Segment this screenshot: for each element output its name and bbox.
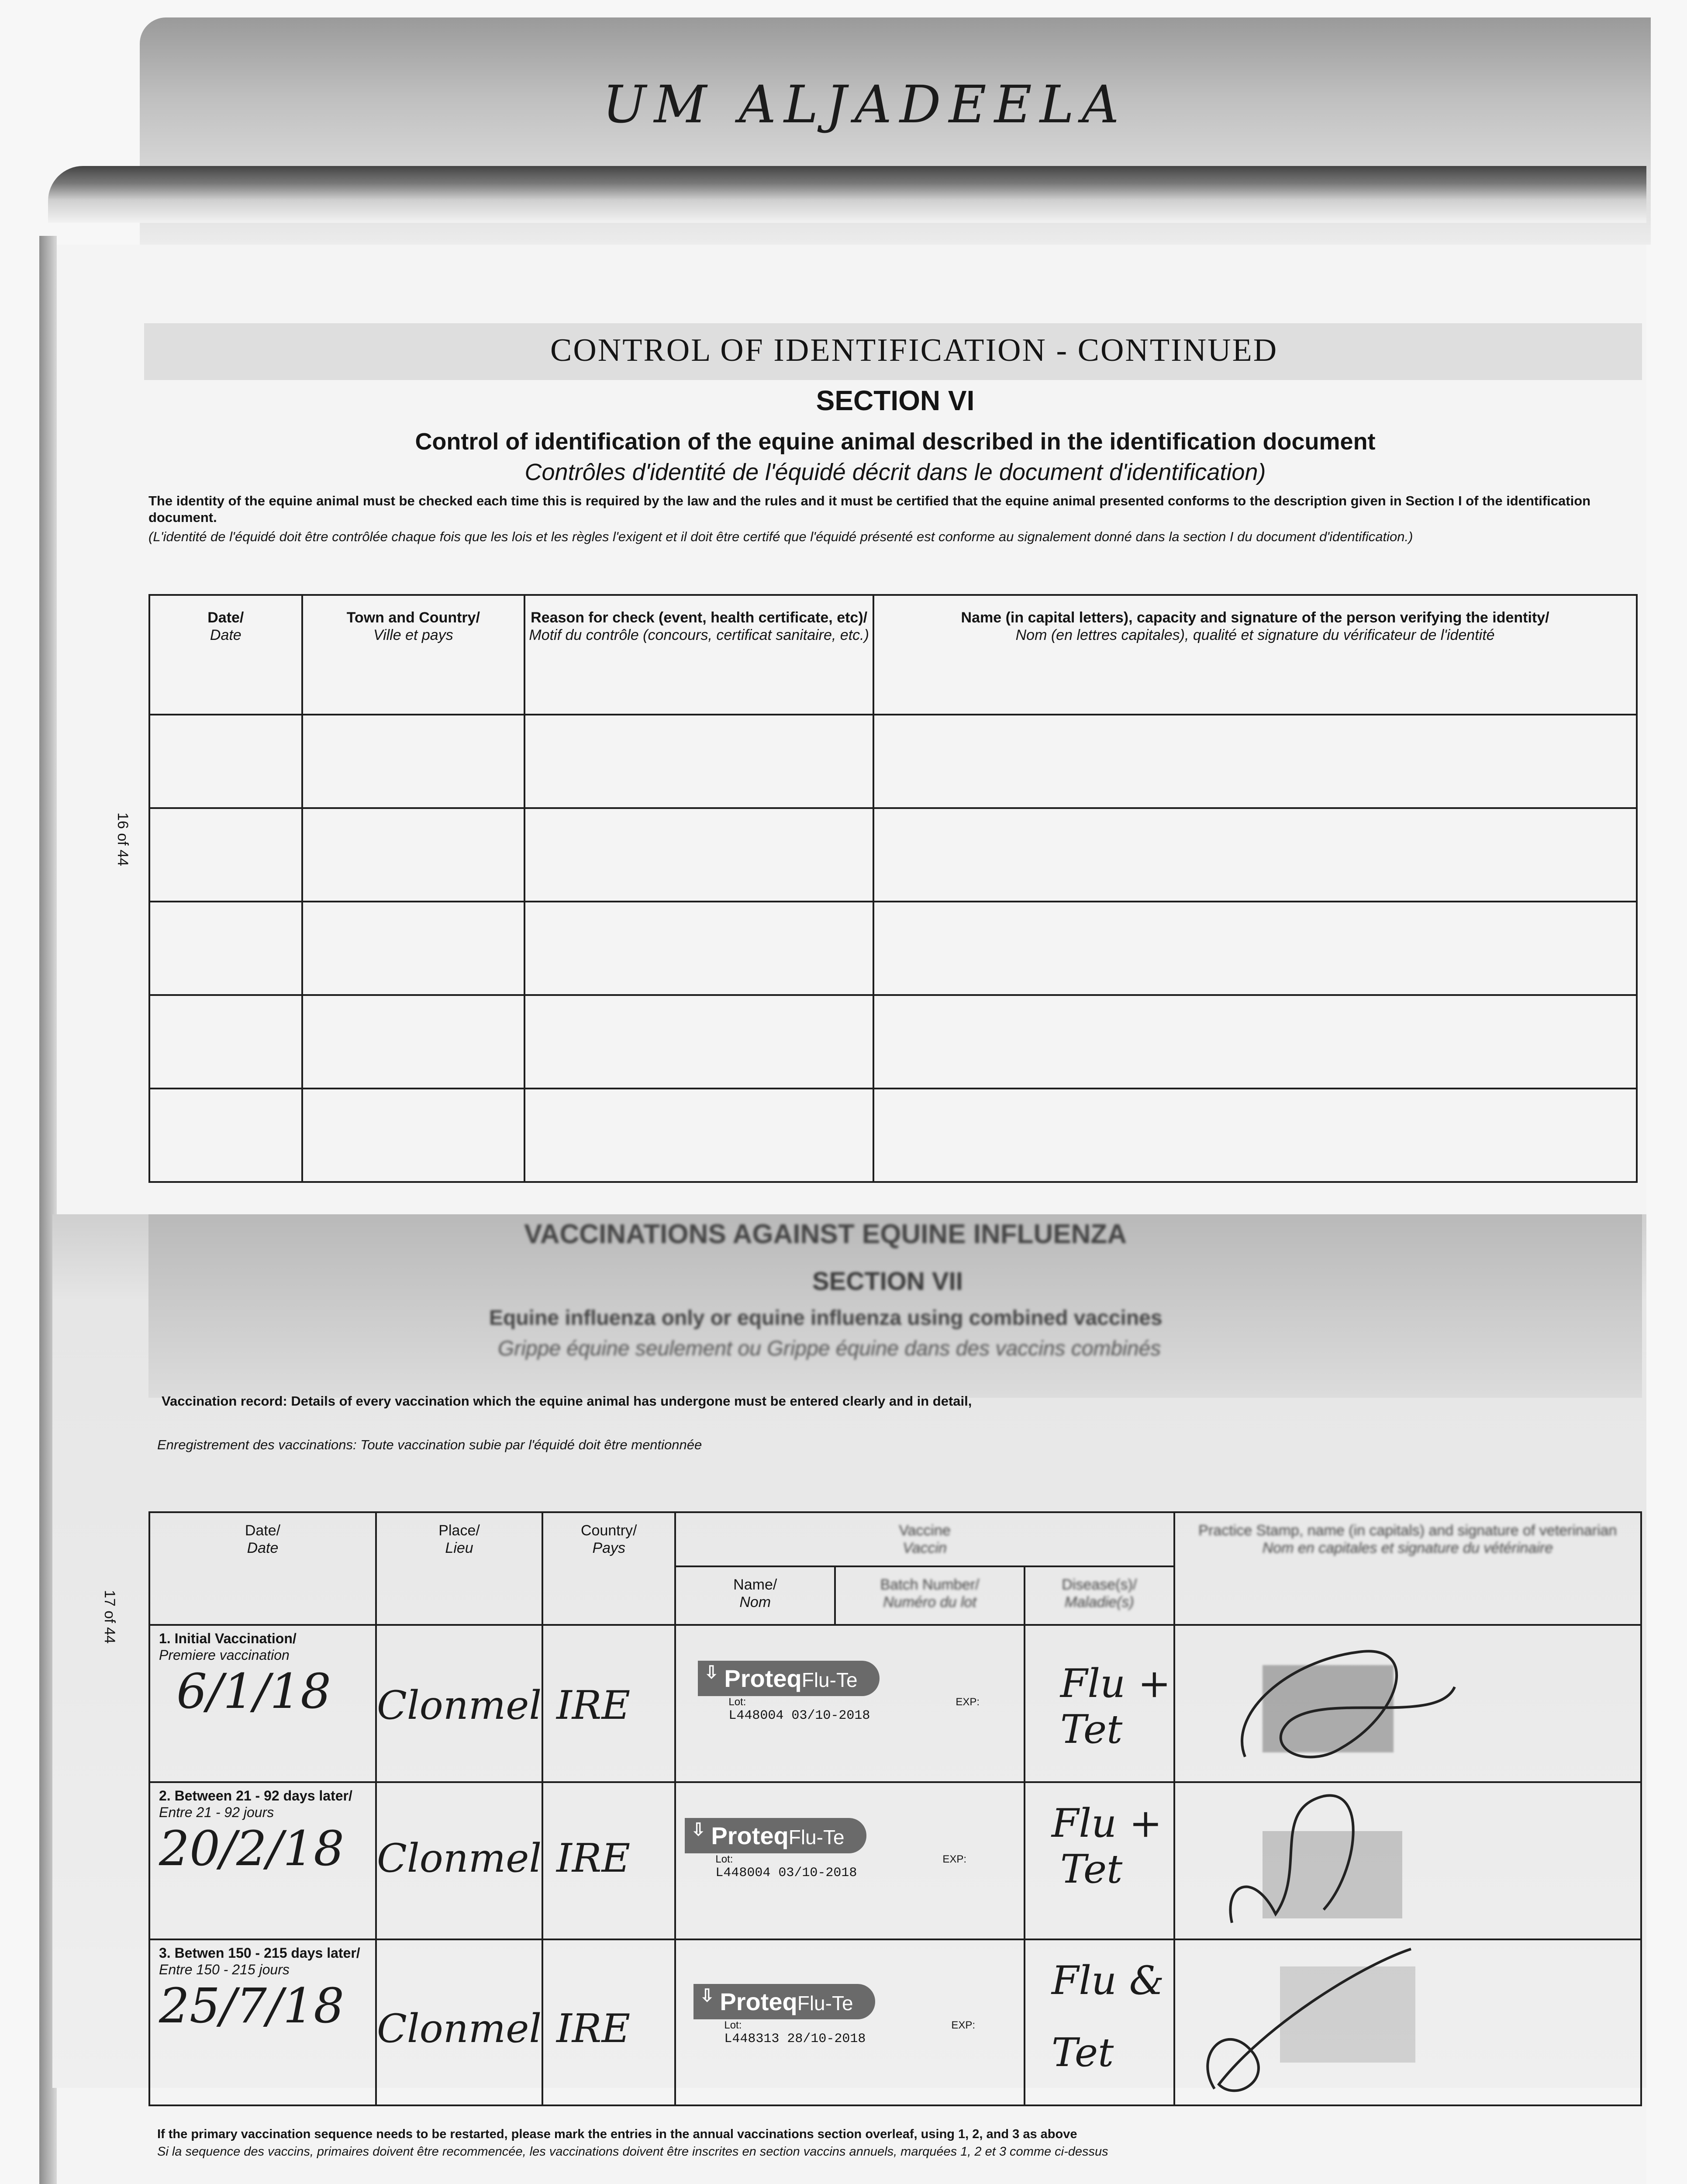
page-number-17: 17 of 44 xyxy=(101,1590,118,1644)
vacc-column-disease xyxy=(1025,1566,1174,1625)
column-verifier-en: Name (in capital letters), capacity and signature of the person verifying the identity/ xyxy=(961,609,1549,626)
vacc-practice-cell xyxy=(1174,1782,1641,1939)
sticker-product: Flu-Te xyxy=(788,1826,845,1849)
vaccine-sticker xyxy=(676,1940,1024,2046)
vacc-header-row xyxy=(149,1512,1641,1566)
sticker-exp-label: EXP: xyxy=(942,1853,967,1865)
arrow-down-icon: ⇩ xyxy=(700,1986,714,2005)
vacc-disease-1: Flu + xyxy=(1051,1800,1163,1846)
vacc-country: IRE xyxy=(556,1683,631,1728)
vacc-disease-cell xyxy=(1025,1939,1174,2105)
vacc-disease-1: Flu & xyxy=(1051,1958,1164,2004)
sticker-lot-line xyxy=(685,1866,1024,1880)
row-label-en: 1. Initial Vaccination/ xyxy=(159,1631,297,1646)
vacc-place: Clonmel xyxy=(376,1835,542,1881)
table-header-row xyxy=(149,595,1637,715)
empty-cell xyxy=(149,995,302,1089)
section7-header: VACCINATIONS AGAINST EQUINE INFLUENZA xyxy=(524,1219,1127,1249)
vaccination-record-fr-text: Enregistrement des vaccinations: Toute vaccination subie par l'équidé doit être mentionnée xyxy=(157,1437,702,1452)
vacc-column-place-en: Place/ xyxy=(438,1522,480,1539)
vacc-column-name xyxy=(675,1566,835,1625)
sticker-exp-label: EXP: xyxy=(956,1696,980,1708)
empty-cell xyxy=(524,1089,873,1182)
sticker-lot-line xyxy=(698,1708,1024,1723)
vacc-column-date-fr: Date xyxy=(247,1540,279,1556)
vacc-column-name-en: Name/ xyxy=(733,1576,777,1593)
vet-signature xyxy=(1175,1940,1638,2102)
sticker-lot-exp-labels xyxy=(698,1696,1024,1708)
row-label-en: 2. Between 21 - 92 days later/ xyxy=(159,1788,352,1804)
empty-cell xyxy=(149,1089,302,1182)
row-label xyxy=(150,1940,375,1978)
sticker-lot-exp-labels xyxy=(693,2019,1024,2032)
vacc-column-practice-en: Practice Stamp, name (in capitals) and signature of veterinarian xyxy=(1198,1522,1617,1539)
vaccine-sticker xyxy=(676,1626,1024,1723)
empty-cell xyxy=(873,995,1637,1089)
empty-cell xyxy=(302,1089,524,1182)
vacc-country: IRE xyxy=(556,2006,631,2052)
column-reason xyxy=(524,595,873,715)
vacc-column-place-fr: Lieu xyxy=(445,1540,473,1556)
sticker-label xyxy=(693,1984,875,2019)
vacc-column-country-fr: Pays xyxy=(592,1540,626,1556)
arrow-down-icon: ⇩ xyxy=(704,1663,719,1682)
sticker-exp: 03/10-2018 xyxy=(791,1708,870,1723)
vacc-place: Clonmel xyxy=(376,1683,542,1728)
table-row xyxy=(149,902,1637,995)
empty-cell xyxy=(873,902,1637,995)
vacc-date-cell xyxy=(149,1782,376,1939)
table-row xyxy=(149,808,1637,902)
page-number-16: 16 of 44 xyxy=(114,812,131,866)
vacc-sticker-cell xyxy=(675,1939,1025,2105)
vacc-column-batch-en: Batch Number/ xyxy=(880,1576,980,1593)
empty-cell xyxy=(302,902,524,995)
vacc-disease-cell xyxy=(1025,1625,1174,1782)
sticker-label xyxy=(698,1661,879,1696)
identity-note-en: The identity of the equine animal must be checked each time this is required by the law and the rules and it must be certified that the equine animal presented conforms to the description given in Section I of the identification document. xyxy=(148,493,1591,525)
section7-subtitle-en: Equine influenza only or equine influenza using combined vaccines xyxy=(489,1306,1163,1330)
vaccination-table xyxy=(148,1511,1642,2106)
vacc-column-country xyxy=(542,1512,675,1625)
table-row xyxy=(149,1089,1637,1182)
sticker-lot-label: Lot: xyxy=(715,1853,733,1865)
vacc-column-date xyxy=(149,1512,376,1625)
sticker-lot-label: Lot: xyxy=(724,2019,742,2031)
empty-cell xyxy=(149,715,302,808)
column-verifier-fr: Nom (en lettres capitales), qualité et signature du vérificateur de l'identité xyxy=(1015,627,1495,643)
empty-cell xyxy=(302,808,524,902)
vacc-place-cell xyxy=(376,1625,542,1782)
vacc-column-vaccine xyxy=(675,1512,1174,1566)
vet-signature xyxy=(1175,1783,1638,1936)
section6-number: SECTION VI xyxy=(816,385,975,416)
vacc-column-vaccine-en: Vaccine xyxy=(899,1522,951,1539)
section6-header: CONTROL OF IDENTIFICATION - CONTINUED xyxy=(550,332,1278,368)
sticker-product: Flu-Te xyxy=(801,1669,858,1691)
table-row xyxy=(149,995,1637,1089)
sticker-lot: L448313 xyxy=(724,2032,780,2046)
sticker-brand: Proteq xyxy=(720,1988,797,2015)
column-verifier xyxy=(873,595,1637,715)
identity-note-fr: (L'identité de l'équidé doit être contrôlée chaque fois que les lois et les règles l'exigent et il doit être certifé que l'équidé présenté est conforme au signalement donné dans la section I du document d'identification.) xyxy=(148,529,1413,544)
vaccination-row xyxy=(149,1939,1641,2105)
vacc-date: 6/1/18 xyxy=(176,1663,331,1719)
sticker-lot: L448004 xyxy=(715,1866,771,1880)
column-date xyxy=(149,595,302,715)
vacc-sticker-cell xyxy=(675,1782,1025,1939)
practice-stamp xyxy=(1263,1831,1402,1918)
empty-cell xyxy=(524,808,873,902)
empty-cell xyxy=(873,1089,1637,1182)
vacc-practice-cell xyxy=(1174,1939,1641,2105)
empty-cell xyxy=(149,902,302,995)
sticker-lot-exp-labels xyxy=(685,1853,1024,1866)
sticker-brand: Proteq xyxy=(724,1665,802,1692)
vaccination-record-fr xyxy=(157,1437,1633,1453)
sticker-lot: L448004 xyxy=(728,1708,784,1723)
empty-cell xyxy=(524,715,873,808)
vacc-practice-cell xyxy=(1174,1625,1641,1782)
sticker-brand: Proteq xyxy=(711,1822,789,1849)
vacc-column-batch-fr: Numéro du lot xyxy=(883,1594,976,1610)
column-date-fr: Date xyxy=(210,627,241,643)
vacc-disease-cell xyxy=(1025,1782,1174,1939)
vacc-column-disease-fr: Maladie(s) xyxy=(1064,1594,1134,1610)
sticker-product: Flu-Te xyxy=(797,1992,853,2015)
vacc-country-cell xyxy=(542,1782,675,1939)
vacc-column-name-fr: Nom xyxy=(739,1594,771,1610)
sticker-label xyxy=(685,1818,866,1853)
vaccination-record-en-text: Vaccination record: Details of every vaccination which the equine animal has undergone must be entered clearly and in detail, xyxy=(162,1393,972,1409)
empty-cell xyxy=(524,995,873,1089)
row-label-fr: Entre 21 - 92 jours xyxy=(159,1804,274,1820)
vacc-disease-2: Tet xyxy=(1051,2030,1114,2076)
vacc-column-practice-fr: Nom en capitales et signature du vétérinaire xyxy=(1262,1540,1553,1556)
vaccination-row xyxy=(149,1782,1641,1939)
empty-cell xyxy=(873,715,1637,808)
vacc-date-cell xyxy=(149,1939,376,2105)
column-date-en: Date/ xyxy=(207,609,244,626)
column-town xyxy=(302,595,524,715)
empty-cell xyxy=(149,808,302,902)
vet-signature xyxy=(1175,1626,1638,1779)
vacc-disease-1: Flu + xyxy=(1060,1661,1171,1707)
arrow-down-icon: ⇩ xyxy=(691,1820,706,1839)
vacc-column-country-en: Country/ xyxy=(581,1522,637,1539)
vacc-column-batch xyxy=(835,1566,1025,1625)
empty-cell xyxy=(873,808,1637,902)
vacc-country-cell xyxy=(542,1625,675,1782)
section6-subtitle-en: Control of identification of the equine animal described in the identification document xyxy=(415,429,1376,455)
vaccination-row xyxy=(149,1625,1641,1782)
vacc-column-disease-en: Disease(s)/ xyxy=(1062,1576,1137,1593)
empty-cell xyxy=(302,715,524,808)
row-label xyxy=(150,1626,375,1663)
row-label-fr: Premiere vaccination xyxy=(159,1647,290,1663)
column-reason-fr: Motif du contrôle (concours, certificat sanitaire, etc.) xyxy=(529,627,869,643)
vacc-sticker-cell xyxy=(675,1625,1025,1782)
vaccine-sticker xyxy=(676,1783,1024,1880)
vacc-date: 20/2/18 xyxy=(159,1821,345,1876)
horse-name: UM ALJADEELA xyxy=(603,74,1127,135)
vacc-date-cell xyxy=(149,1625,376,1782)
vacc-column-vaccine-fr: Vaccin xyxy=(903,1540,947,1556)
identity-check-table xyxy=(148,594,1638,1183)
footer-note-en: If the primary vaccination sequence needs to be restarted, please mark the entries in the annual vaccinations section overleaf, using 1, 2, and 3 as above xyxy=(157,2127,1077,2141)
vacc-disease-2: Tet xyxy=(1060,1707,1123,1752)
column-town-fr: Ville et pays xyxy=(373,627,453,643)
binder-edge xyxy=(48,166,1646,223)
vacc-date: 25/7/18 xyxy=(159,1978,345,2034)
vaccination-record-en xyxy=(162,1393,1638,1409)
vacc-place-cell xyxy=(376,1782,542,1939)
vacc-country-cell xyxy=(542,1939,675,2105)
empty-cell xyxy=(302,995,524,1089)
empty-cell xyxy=(524,902,873,995)
section7-number: SECTION VII xyxy=(812,1267,963,1296)
vacc-place: Clonmel xyxy=(376,2006,542,2052)
sticker-lot-line xyxy=(693,2032,1024,2046)
section6-subtitle-fr: Contrôles d'identité de l'équidé décrit dans le document d'identification) xyxy=(524,459,1266,485)
table-row xyxy=(149,715,1637,808)
sticker-lot-label: Lot: xyxy=(728,1696,746,1708)
section7-subtitle-fr: Grippe équine seulement ou Grippe équine dans des vaccins combinés xyxy=(498,1337,1161,1360)
vacc-column-place xyxy=(376,1512,542,1625)
sticker-exp: 03/10-2018 xyxy=(778,1866,857,1880)
row-label xyxy=(150,1783,375,1821)
sticker-exp: 28/10-2018 xyxy=(787,2032,866,2046)
column-town-en: Town and Country/ xyxy=(346,609,480,626)
vacc-country: IRE xyxy=(556,1835,631,1881)
vacc-place-cell xyxy=(376,1939,542,2105)
sticker-exp-label: EXP: xyxy=(951,2019,976,2031)
footer-note-fr: Si la sequence des vaccins, primaires doivent être recommencée, les vaccinations doivent être inscrites en section vaccins annuels, marquées 1, 2 et 3 comme ci-dessus xyxy=(157,2145,1108,2159)
column-reason-en: Reason for check (event, health certificate, etc)/ xyxy=(531,609,868,626)
practice-stamp xyxy=(1280,1966,1415,2063)
vacc-column-date-en: Date/ xyxy=(245,1522,281,1539)
vacc-column-practice xyxy=(1174,1512,1641,1625)
row-label-fr: Entre 150 - 215 jours xyxy=(159,1962,290,1977)
vacc-disease-2: Tet xyxy=(1060,1846,1123,1892)
row-label-en: 3. Betwen 150 - 215 days later/ xyxy=(159,1945,360,1961)
